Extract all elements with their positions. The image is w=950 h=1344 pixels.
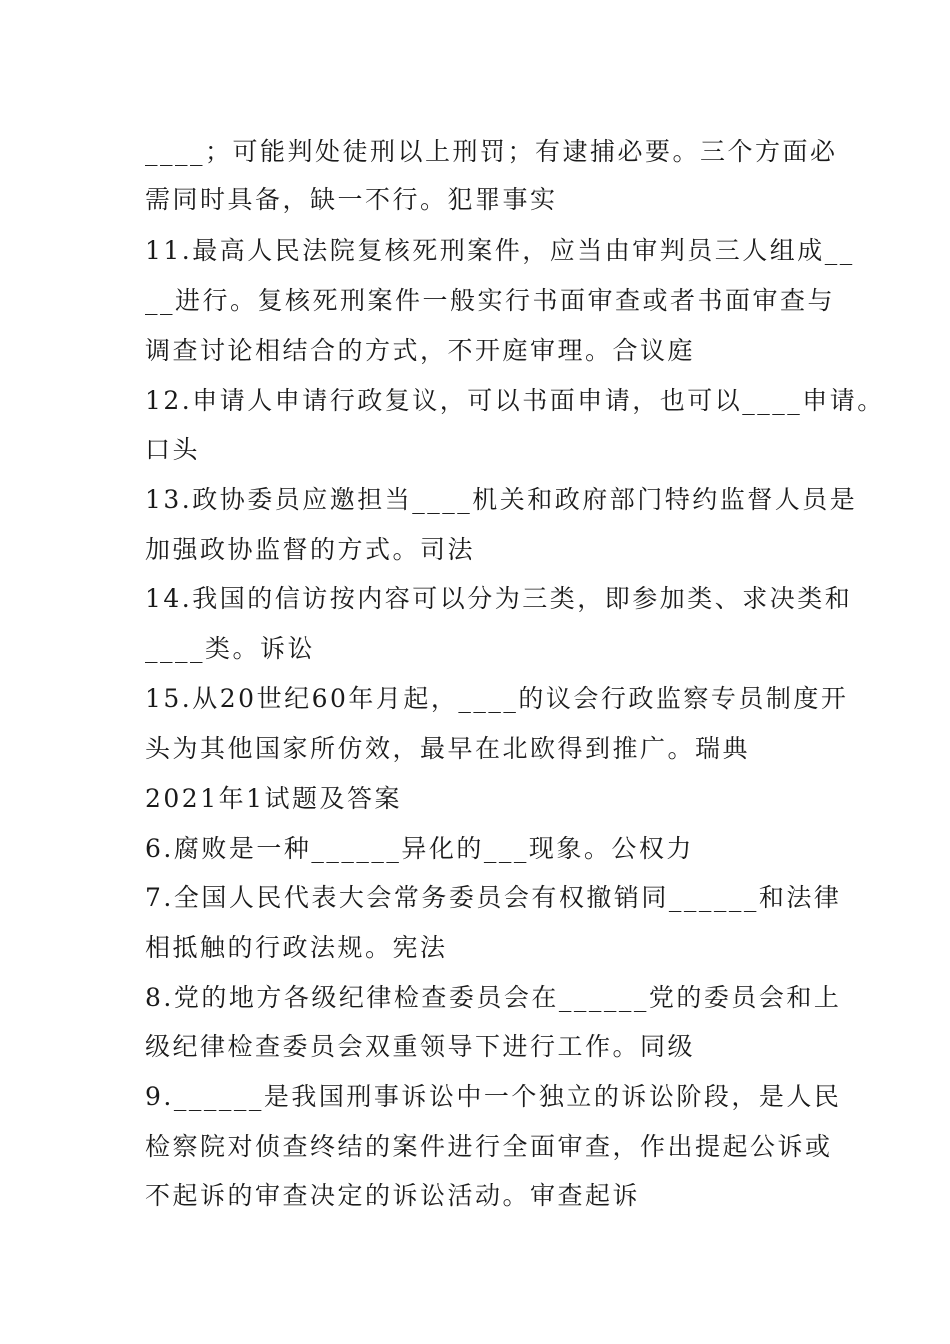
text-line: 12.申请人申请行政复议，可以书面申请，也可以____申请。 — [145, 386, 885, 415]
text-line: 不起诉的审查决定的诉讼活动。审查起诉 — [145, 1181, 641, 1210]
text-line: 8.党的地方各级纪律检查委员会在______党的委员会和上 — [145, 983, 842, 1012]
text-line: 检察院对侦查终结的案件进行全面审查，作出提起公诉或 — [145, 1132, 833, 1161]
text-line: ____；可能判处徒刑以上刑罚；有逮捕必要。三个方面必 — [145, 137, 838, 166]
text-line: ____类。诉讼 — [145, 634, 316, 663]
text-line: 需同时具备，缺一不行。犯罪事实 — [145, 185, 558, 214]
text-line: 13.政协委员应邀担当____机关和政府部门特约监督人员是 — [145, 485, 858, 514]
text-line: 级纪律检查委员会双重领导下进行工作。同级 — [145, 1032, 696, 1061]
text-line: 头为其他国家所仿效，最早在北欧得到推广。瑞典 — [145, 734, 751, 763]
text-line: 相抵触的行政法规。宪法 — [145, 933, 448, 962]
text-line: 7.全国人民代表大会常务委员会有权撤销同______和法律 — [145, 883, 842, 912]
text-line: 6.腐败是一种______异化的___现象。公权力 — [145, 834, 694, 863]
text-line: 调查讨论相结合的方式，不开庭审理。合议庭 — [145, 336, 696, 365]
text-line: 口头 — [145, 435, 201, 464]
text-line: 11.最高人民法院复核死刑案件，应当由审判员三人组成__ — [145, 236, 855, 265]
text-line: 9.______是我国刑事诉讼中一个独立的诉讼阶段，是人民 — [145, 1082, 842, 1111]
text-line: 14.我国的信访按内容可以分为三类，即参加类、求决类和 — [145, 584, 853, 613]
text-line: 15.从20世纪60年月起，____的议会行政监察专员制度开 — [145, 684, 849, 713]
section-heading: 2021年1试题及答案 — [145, 784, 403, 813]
text-line: 加强政协监督的方式。司法 — [145, 535, 476, 564]
text-line: __进行。复核死刑案件一般实行书面审查或者书面审查与 — [145, 286, 836, 315]
